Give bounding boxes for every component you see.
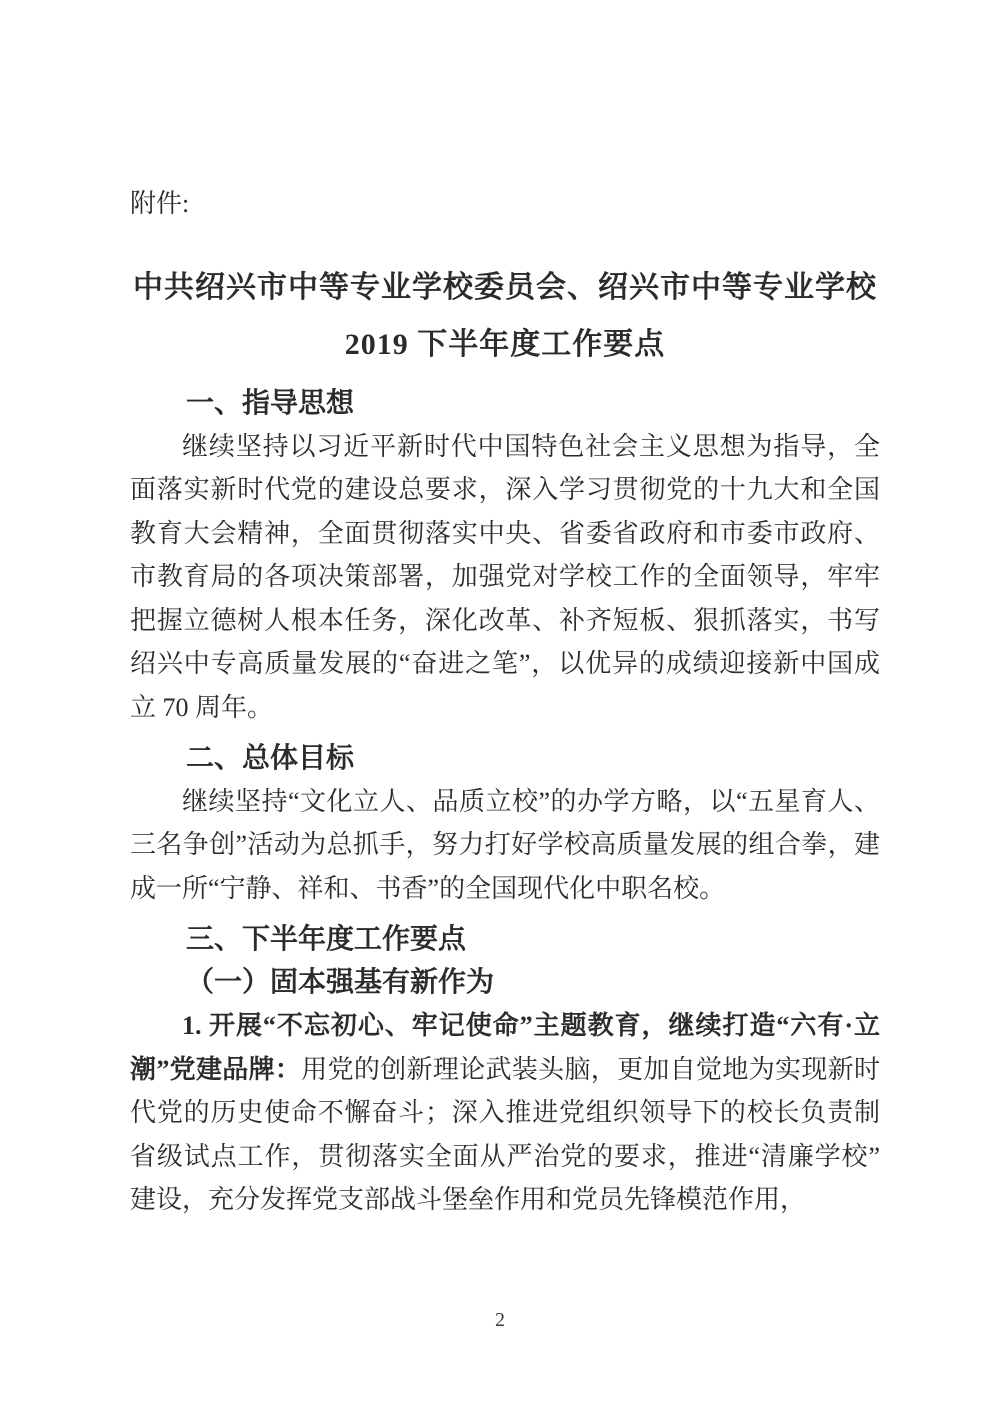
- section-3-heading: 三、下半年度工作要点: [186, 923, 467, 954]
- section-3-subheading: （一）固本强基有新作为: [186, 966, 495, 998]
- item-1-bold-lead: 1. 开展“不忘初心、牢记使命”主题教育，继续打造“六有·立潮”党建品牌：: [130, 1011, 880, 1084]
- attachment-label: 附件:: [130, 189, 190, 218]
- page-number: 2: [495, 1309, 505, 1331]
- section-3-item-paragraph: [130, 1004, 880, 1222]
- section-2-paragraph: 继续坚持“文化立人、品质立校”的办学方略，以“五星育人、三名争创”活动为总抓手，努力打好学校高质量发展的组合拳，建成一所“宁静、祥和、书香”的全国现代化中职名校。: [130, 786, 880, 903]
- section-2-heading: 二、总体目标: [186, 742, 355, 773]
- title-line-1: 中共绍兴市中等专业学校委员会、绍兴市中等专业学校: [133, 271, 877, 304]
- title-line-2: 2019 下半年度工作要点: [344, 328, 666, 361]
- section-1-paragraph: 继续坚持以习近平新时代中国特色社会主义思想为指导，全面落实新时代党的建设总要求，深入学习贯彻党的十九大和全国教育大会精神，全面贯彻落实中央、省委省政府和市委市政府、市教育局的各项决策部署，加强党对学校工作的全面领导，牢牢把握立德树人根本任务，深化改革、补齐短板、狠抓落实，书写绍兴中专高质量发展的“奋进之笔”，以优异的成绩迎接新中国成立 70 周年。: [130, 431, 880, 722]
- section-1-heading: 一、指导思想: [186, 387, 355, 418]
- item-1-body-text: 用党的创新理论武装头脑，更加自觉地为实现新时代党的历史使命不懈奋斗；深入推进党组织领导下的校长负责制省级试点工作，贯彻落实全面从严治党的要求，推进“清廉学校”建设，充分发挥党支部战斗堡垒作用和党员先锋模范作用，: [130, 1054, 880, 1214]
- document-title: [130, 259, 880, 373]
